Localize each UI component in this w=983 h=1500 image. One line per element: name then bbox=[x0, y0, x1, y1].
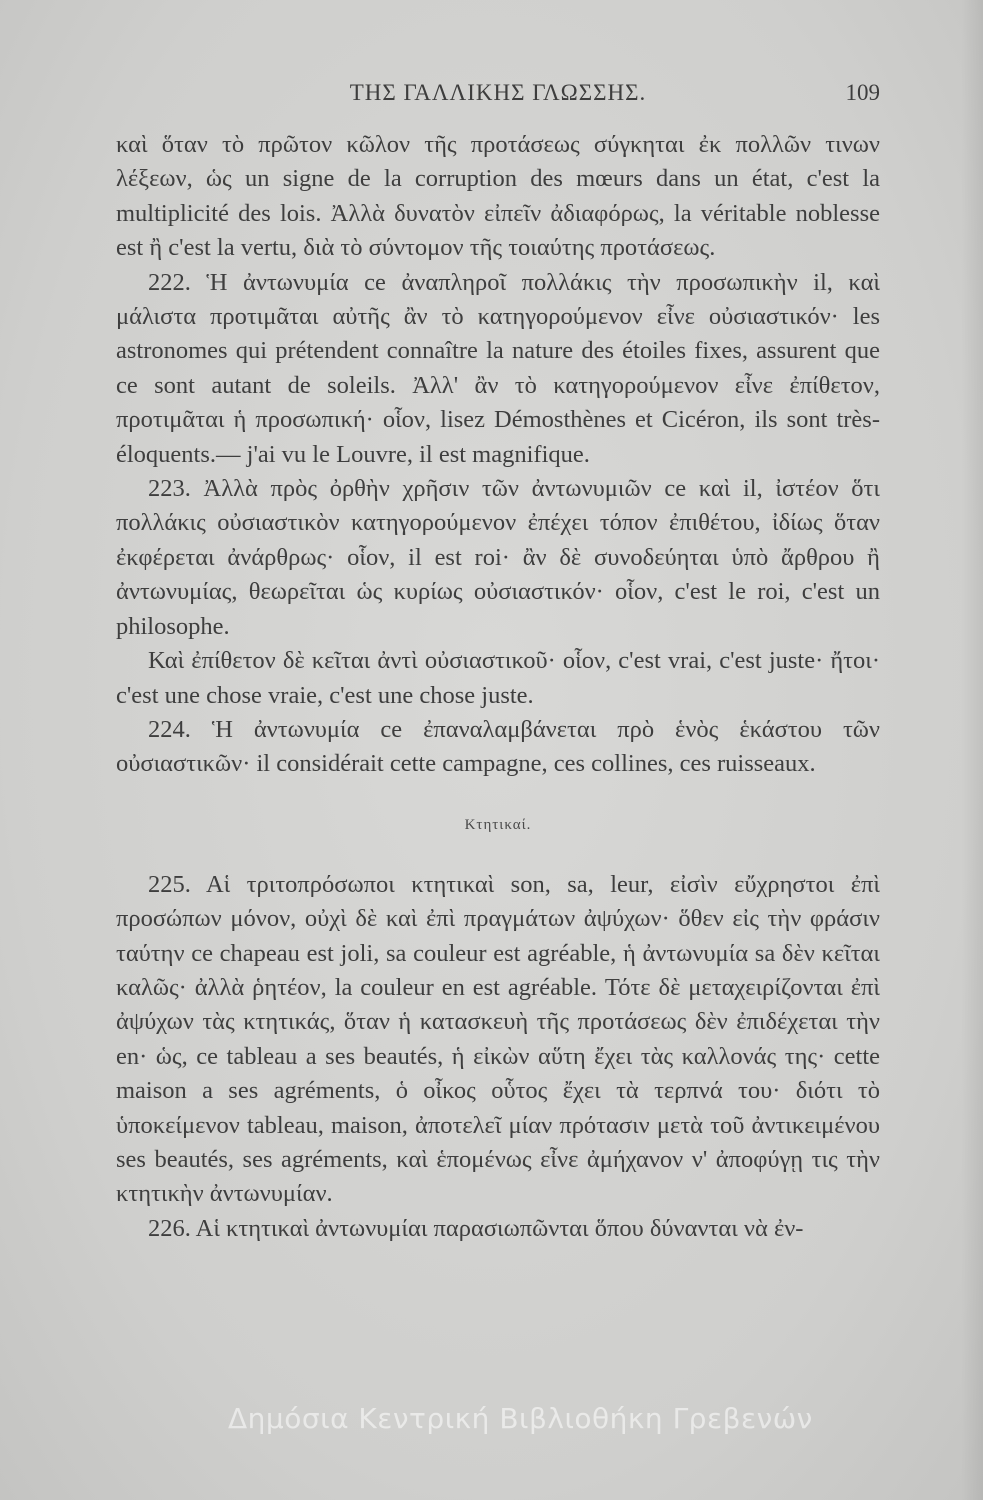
running-head bbox=[116, 80, 880, 114]
page-number: 109 bbox=[845, 80, 880, 105]
body-text bbox=[116, 128, 880, 1246]
paragraph-222: 222. Ἡ ἀντωνυμία ce ἀναπληροῖ πολλάκις τὴν προσωπικὴν il, καὶ μάλιστα προτιμᾶται αὐτῆς ἂν τὸ κατηγορούμενον εἶνε οὐσιαστικόν· les astronomes qui prétendent connaître la nature des étoiles fixes, assurent que ce sont autant de soleils. Ἀλλ' ἂν τὸ κατηγορούμενον εἶνε ἐπίθετον, προτιμᾶται ἡ προσωπική· οἷον, lisez Démosthènes et Cicéron, ils sont très-éloquents.— j'ai vu le Louvre, il est magnifique. bbox=[116, 268, 880, 468]
page-edge-shadow bbox=[961, 0, 983, 1500]
section-heading: Κτητικαί. bbox=[464, 816, 532, 833]
paragraph-continuation: καὶ ὅταν τὸ πρῶτον κῶλον τῆς προτάσεως σύγκηται ἐκ πολλῶν τινων λέξεων, ὡς un signe de la corruption des mœurs dans un état, c'est la multiplicité des lois. Ἀλλὰ δυνατὸν εἰπεῖν ἀδιαφόρως, la véritable noblesse est ἢ c'est la vertu, διὰ τὸ σύντομον τῆς τοιαύτης προτάσεως. bbox=[116, 131, 880, 262]
library-watermark: Δημόσια Κεντρική Βιβλιοθήκη Γρεβενών bbox=[228, 1402, 813, 1435]
paragraph-223: 223. Ἀλλὰ πρὸς ὀρθὴν χρῆσιν τῶν ἀντωνυμιῶν ce καὶ il, ἰστέον ὅτι πολλάκις οὐσιαστικὸν κατηγορούμενον ἐπέχει τόπον ἐπιθέτου, ἰδίως ὅταν ἐκφέρεται ἀνάρθρως· οἷον, il est roi· ἂν δὲ συνοδεύηται ὑπὸ ἄρθρου ἢ ἀντωνυμίας, θεωρεῖται ὡς κυρίως οὐσιαστικόν· οἷον, c'est le roi, c'est un philosophe. bbox=[116, 475, 880, 640]
paragraph-226: 226. Αἱ κτητικαὶ ἀντωνυμίαι παρασιωπῶνται ὅπου δύνανται νὰ ἐν- bbox=[148, 1214, 804, 1242]
paragraph-225: 225. Αἱ τριτοπρόσωποι κτητικαὶ son, sa, leur, εἰσὶν εὔχρηστοι ἐπὶ προσώπων μόνον, οὐχὶ δὲ καὶ ἐπὶ πραγμάτων ἀψύχων· ὅθεν εἰς τὴν φράσιν ταύτην ce chapeau est joli, sa couleur est agréable, ἡ ἀντωνυμία sa δὲν κεῖται καλῶς· ἀλλὰ ῥητέον, la couleur en est agréable. Τότε δὲ μεταχειρίζονται ἐπὶ ἀψύχων τὰς κτητικάς, ὅταν ἡ κατασκευὴ τῆς προτάσεως δὲν ἐπιδέχεται τὴν en· ὡς, ce tableau a ses beautés, ἡ εἰκὼν αὕτη ἔχει τὰς καλλονάς της· cette maison a ses agréments, ὁ οἶκος οὗτος ἔχει τὰ τερπνά του· διότι τὸ ὑποκείμενον tableau, maison, ἀποτελεῖ μίαν πρότασιν μετὰ τοῦ ἀντικειμένου ses beautés, ses agréments, καὶ ἑπομένως εἶνε ἀμήχανον ν' ἀποφύγῃ τις τὴν κτητικὴν ἀντωνυμίαν. bbox=[116, 870, 880, 1208]
running-title: ΤΗΣ ΓΑΛΛΙΚΗΣ ΓΛΩΣΣΗΣ. bbox=[349, 80, 647, 105]
paragraph-223-cont: Καὶ ἐπίθετον δὲ κεῖται ἀντὶ οὐσιαστικοῦ· οἷον, c'est vrai, c'est juste· ἤτοι· c'est une chose vraie, c'est une chose juste. bbox=[116, 647, 880, 709]
paragraph-224: 224. Ἡ ἀντωνυμία ce ἐπαναλαμβάνεται πρὸ ἑνὸς ἑκάστου τῶν οὐσιαστικῶν· il considérait cette campagne, ces collines, ces ruisseaux. bbox=[116, 715, 880, 778]
